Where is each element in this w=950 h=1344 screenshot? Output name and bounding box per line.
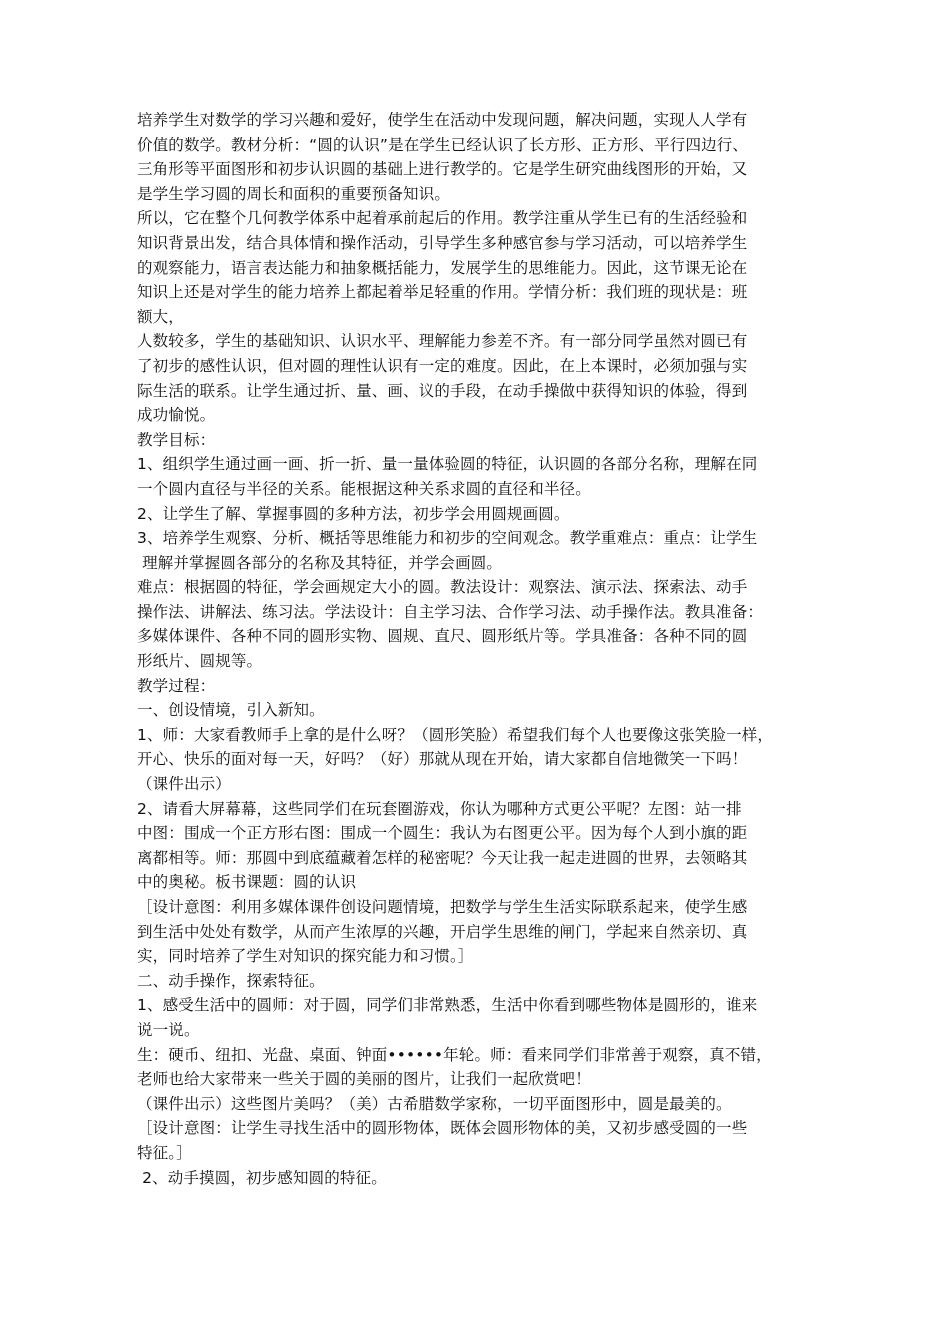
document-body: [137, 108, 817, 1190]
text-line: 生：硬币、纽扣、光盘、桌面、钟面••••••年轮。师：看来同学们非常善于观察，真不错，: [137, 1045, 772, 1064]
text-line: 教学过程：: [137, 676, 216, 695]
text-line: 理解并掌握圆各部分的名称及其特征，并学会画圆。: [137, 553, 503, 572]
text-line: 了初步的感性认识，但对圆的理性认识有一定的难度。因此，在上本课时，必须加强与实: [137, 356, 748, 375]
text-line: 价值的数学。教材分析：“圆的认识”是在学生已经认识了长方形、正方形、平行四边行、: [137, 135, 749, 154]
text-line: 成功愉悦。: [137, 406, 216, 425]
text-line: 2、让学生了解、掌握事圆的多种方法，初步学会用圆规画圆。: [137, 504, 570, 523]
text-line: 是学生学习圆的周长和面积的重要预备知识。: [137, 184, 451, 203]
text-line: 形纸片、圆规等。: [137, 652, 263, 671]
text-line: 中图：围成一个正方形右图：围成一个圆生：我认为右图更公平。因为每个人到小旗的距: [137, 824, 748, 843]
text-line: 2、动手摸圆，初步感知圆的特征。: [137, 1168, 387, 1187]
text-line: 二、动手操作，探索特征。: [137, 971, 325, 990]
text-line: 特征。］: [137, 1143, 192, 1162]
text-line: 人数较多，学生的基础知识、认识水平、理解能力参差不齐。有一部分同学虽然对圆已有: [137, 332, 748, 351]
text-line: 到生活中处处有数学，从而产生浓厚的兴趣，开启学生思维的闸门，学起来自然亲切、真: [137, 922, 748, 941]
text-line: 难点：根据圆的特征，学会画规定大小的圆。教法设计：观察法、演示法、探索法、动手: [137, 578, 748, 597]
text-line: 知识上还是对学生的能力培养上都起着举足轻重的作用。学情分析：我们班的现状是：班: [137, 283, 748, 302]
text-line: 额大，: [137, 307, 184, 326]
text-line: 培养学生对数学的学习兴趣和爱好，使学生在活动中发现问题，解决问题，实现人人学有: [137, 111, 748, 129]
text-line: 老师也给大家带来一些关于圆的美丽的图片，让我们一起欣赏吧！: [137, 1070, 591, 1089]
text-line: 所以，它在整个几何教学体系中起着承前起后的作用。教学注重从学生已有的生活经验和: [137, 209, 748, 228]
text-line: 多媒体课件、各种不同的圆形实物、圆规、直尺、圆形纸片等。学具准备：各种不同的圆: [137, 627, 748, 646]
text-line: （课件出示）: [137, 775, 231, 794]
text-line: 2、请看大屏幕幕，这些同学们在玩套圈游戏，你认为哪种方式更公平呢？左图：站一排: [137, 799, 742, 818]
text-line: 说一说。: [137, 1020, 200, 1039]
text-line: 一个圆内直径与半径的关系。能根据这种关系求圆的直径和半径。: [137, 479, 591, 498]
text-line: 开心、快乐的面对每一天，好吗？（好）那就从现在开始，请大家都自信地微笑一下吗！: [137, 750, 748, 769]
text-line: （课件出示）这些图片美吗？（美）古希腊数学家称，一切平面图形中，圆是最美的。: [137, 1094, 732, 1113]
text-line: 的观察能力，语言表达能力和抽象概括能力，发展学生的思维能力。因此，这节课无论在: [137, 258, 748, 277]
text-line: 教学目标：: [137, 430, 216, 449]
text-line: 1、感受生活中的圆师：对于圆，同学们非常熟悉，生活中你看到哪些物体是圆形的，谁来: [137, 996, 758, 1015]
text-line: 中的奥秘。板书课题：圆的认识: [137, 873, 357, 892]
text-line: ［设计意图：让学生寻找生活中的圆形物体，既体会圆形物体的美，又初步感受圆的一些: [137, 1119, 748, 1138]
text-line: 知识背景出发，结合具体情和操作活动，引导学生多种感官参与学习活动，可以培养学生: [137, 233, 748, 252]
text-line: 三角形等平面图形和初步认识圆的基础上进行教学的。它是学生研究曲线图形的开始，又: [137, 160, 748, 179]
text-line: 离都相等。师：那圆中到底蕴藏着怎样的秘密呢？今天让我一起走进圆的世界，去领略其: [137, 848, 748, 867]
text-line: 3、培养学生观察、分析、概括等思维能力和初步的空间观念。教学重难点：重点：让学生: [137, 529, 758, 548]
text-line: 实，同时培养了学生对知识的探究能力和习惯。］: [137, 947, 474, 966]
text-line: 1、师：大家看教师手上拿的是什么呀？（圆形笑脸）希望我们每个人也要像这张笑脸一样，: [137, 725, 774, 744]
text-line: 操作法、讲解法、练习法。学法设计：自主学习法、合作学习法、动手操作法。教具准备：: [137, 602, 764, 621]
text-line: 1、组织学生通过画一画、折一折、量一量体验圆的特征，认识圆的各部分名称，理解在同: [137, 455, 758, 474]
text-line: ［设计意图：利用多媒体课件创设问题情境，把数学与学生生活实际联系起来，使学生感: [137, 898, 748, 916]
text-line: 际生活的联系。让学生通过折、量、画、议的手段，在动手操做中获得知识的体验，得到: [137, 381, 748, 400]
text-line: 一、创设情境，引入新知。: [137, 701, 325, 720]
